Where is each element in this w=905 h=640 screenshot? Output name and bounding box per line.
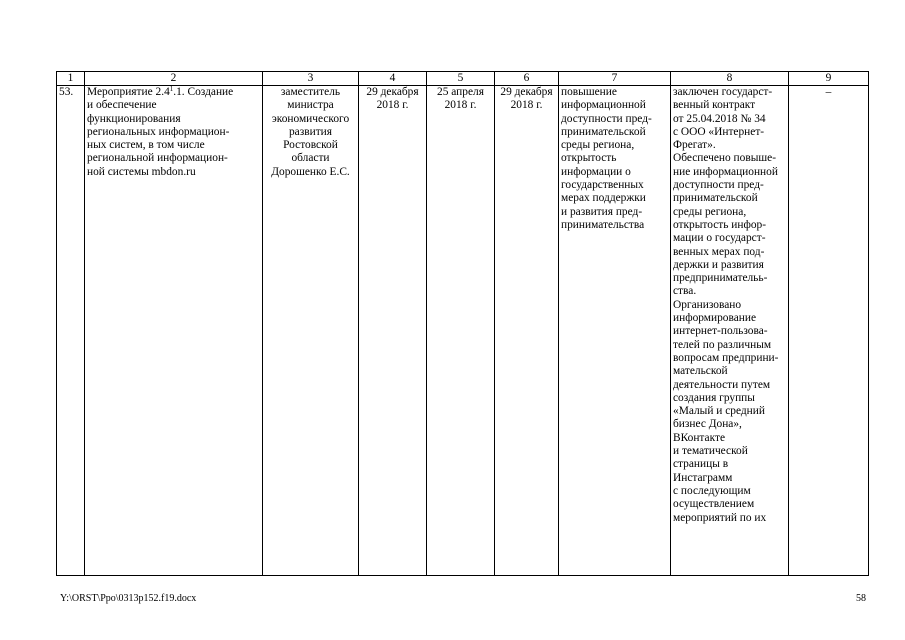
end-date: 29 декабря 2018 г. xyxy=(495,86,559,576)
responsible-person: заместитель министра экономического развития Ростовской области Дорошенко Е.С. xyxy=(263,86,359,576)
column-number: 6 xyxy=(495,72,559,86)
page-number: 58 xyxy=(856,593,866,604)
column-number: 3 xyxy=(263,72,359,86)
plan-date: 29 декабря 2018 г. xyxy=(359,86,427,576)
column-number: 7 xyxy=(559,72,671,86)
column-number: 9 xyxy=(789,72,869,86)
note: – xyxy=(789,86,869,576)
file-path: Y:\ORST\Ppo\0313p152.f19.docx xyxy=(60,593,197,604)
measure-title-prefix: Мероприятие 2.4 xyxy=(87,86,170,98)
start-date: 25 апреля 2018 г. xyxy=(427,86,495,576)
column-number: 4 xyxy=(359,72,427,86)
column-number-row xyxy=(57,72,869,86)
column-number: 8 xyxy=(671,72,789,86)
measure-title-superscript: 1 xyxy=(169,85,174,93)
row-number: 53. xyxy=(57,86,85,576)
column-number: 2 xyxy=(85,72,263,86)
table-row xyxy=(57,86,869,576)
measure-title-suffix: .1. Создание и обеспечение функционирования региональных информацион- ных систем, в том числе региональной информацион- ной системы mbdon.ru xyxy=(87,86,234,178)
measure-title xyxy=(85,86,263,576)
expected-result: повышение информационной доступности пред- принимательской среды региона, открытость информации о государственных мерах поддержки и развития пред- принимательства xyxy=(559,86,671,576)
actual-result: заключен государст- венный контракт от 25.04.2018 № 34 с ООО «Интернет- Фрегат». Обеспечено повыше- ние информационной доступности пред- принимательской среды региона, открытость инфор- мации о государст- венных мерах под- держки и развития предпринимательь- ства. Организовано информирование интернет-пользова- телей по различным вопросам предприни- мательской деятельности путем создания группы «Малый и средний бизнес Дона», ВКонтакте и тематической страницы в Инстаграмм с последующим осуществлением мероприятий по их xyxy=(671,86,789,576)
column-number: 5 xyxy=(427,72,495,86)
column-number: 1 xyxy=(57,72,85,86)
report-table xyxy=(56,71,869,576)
